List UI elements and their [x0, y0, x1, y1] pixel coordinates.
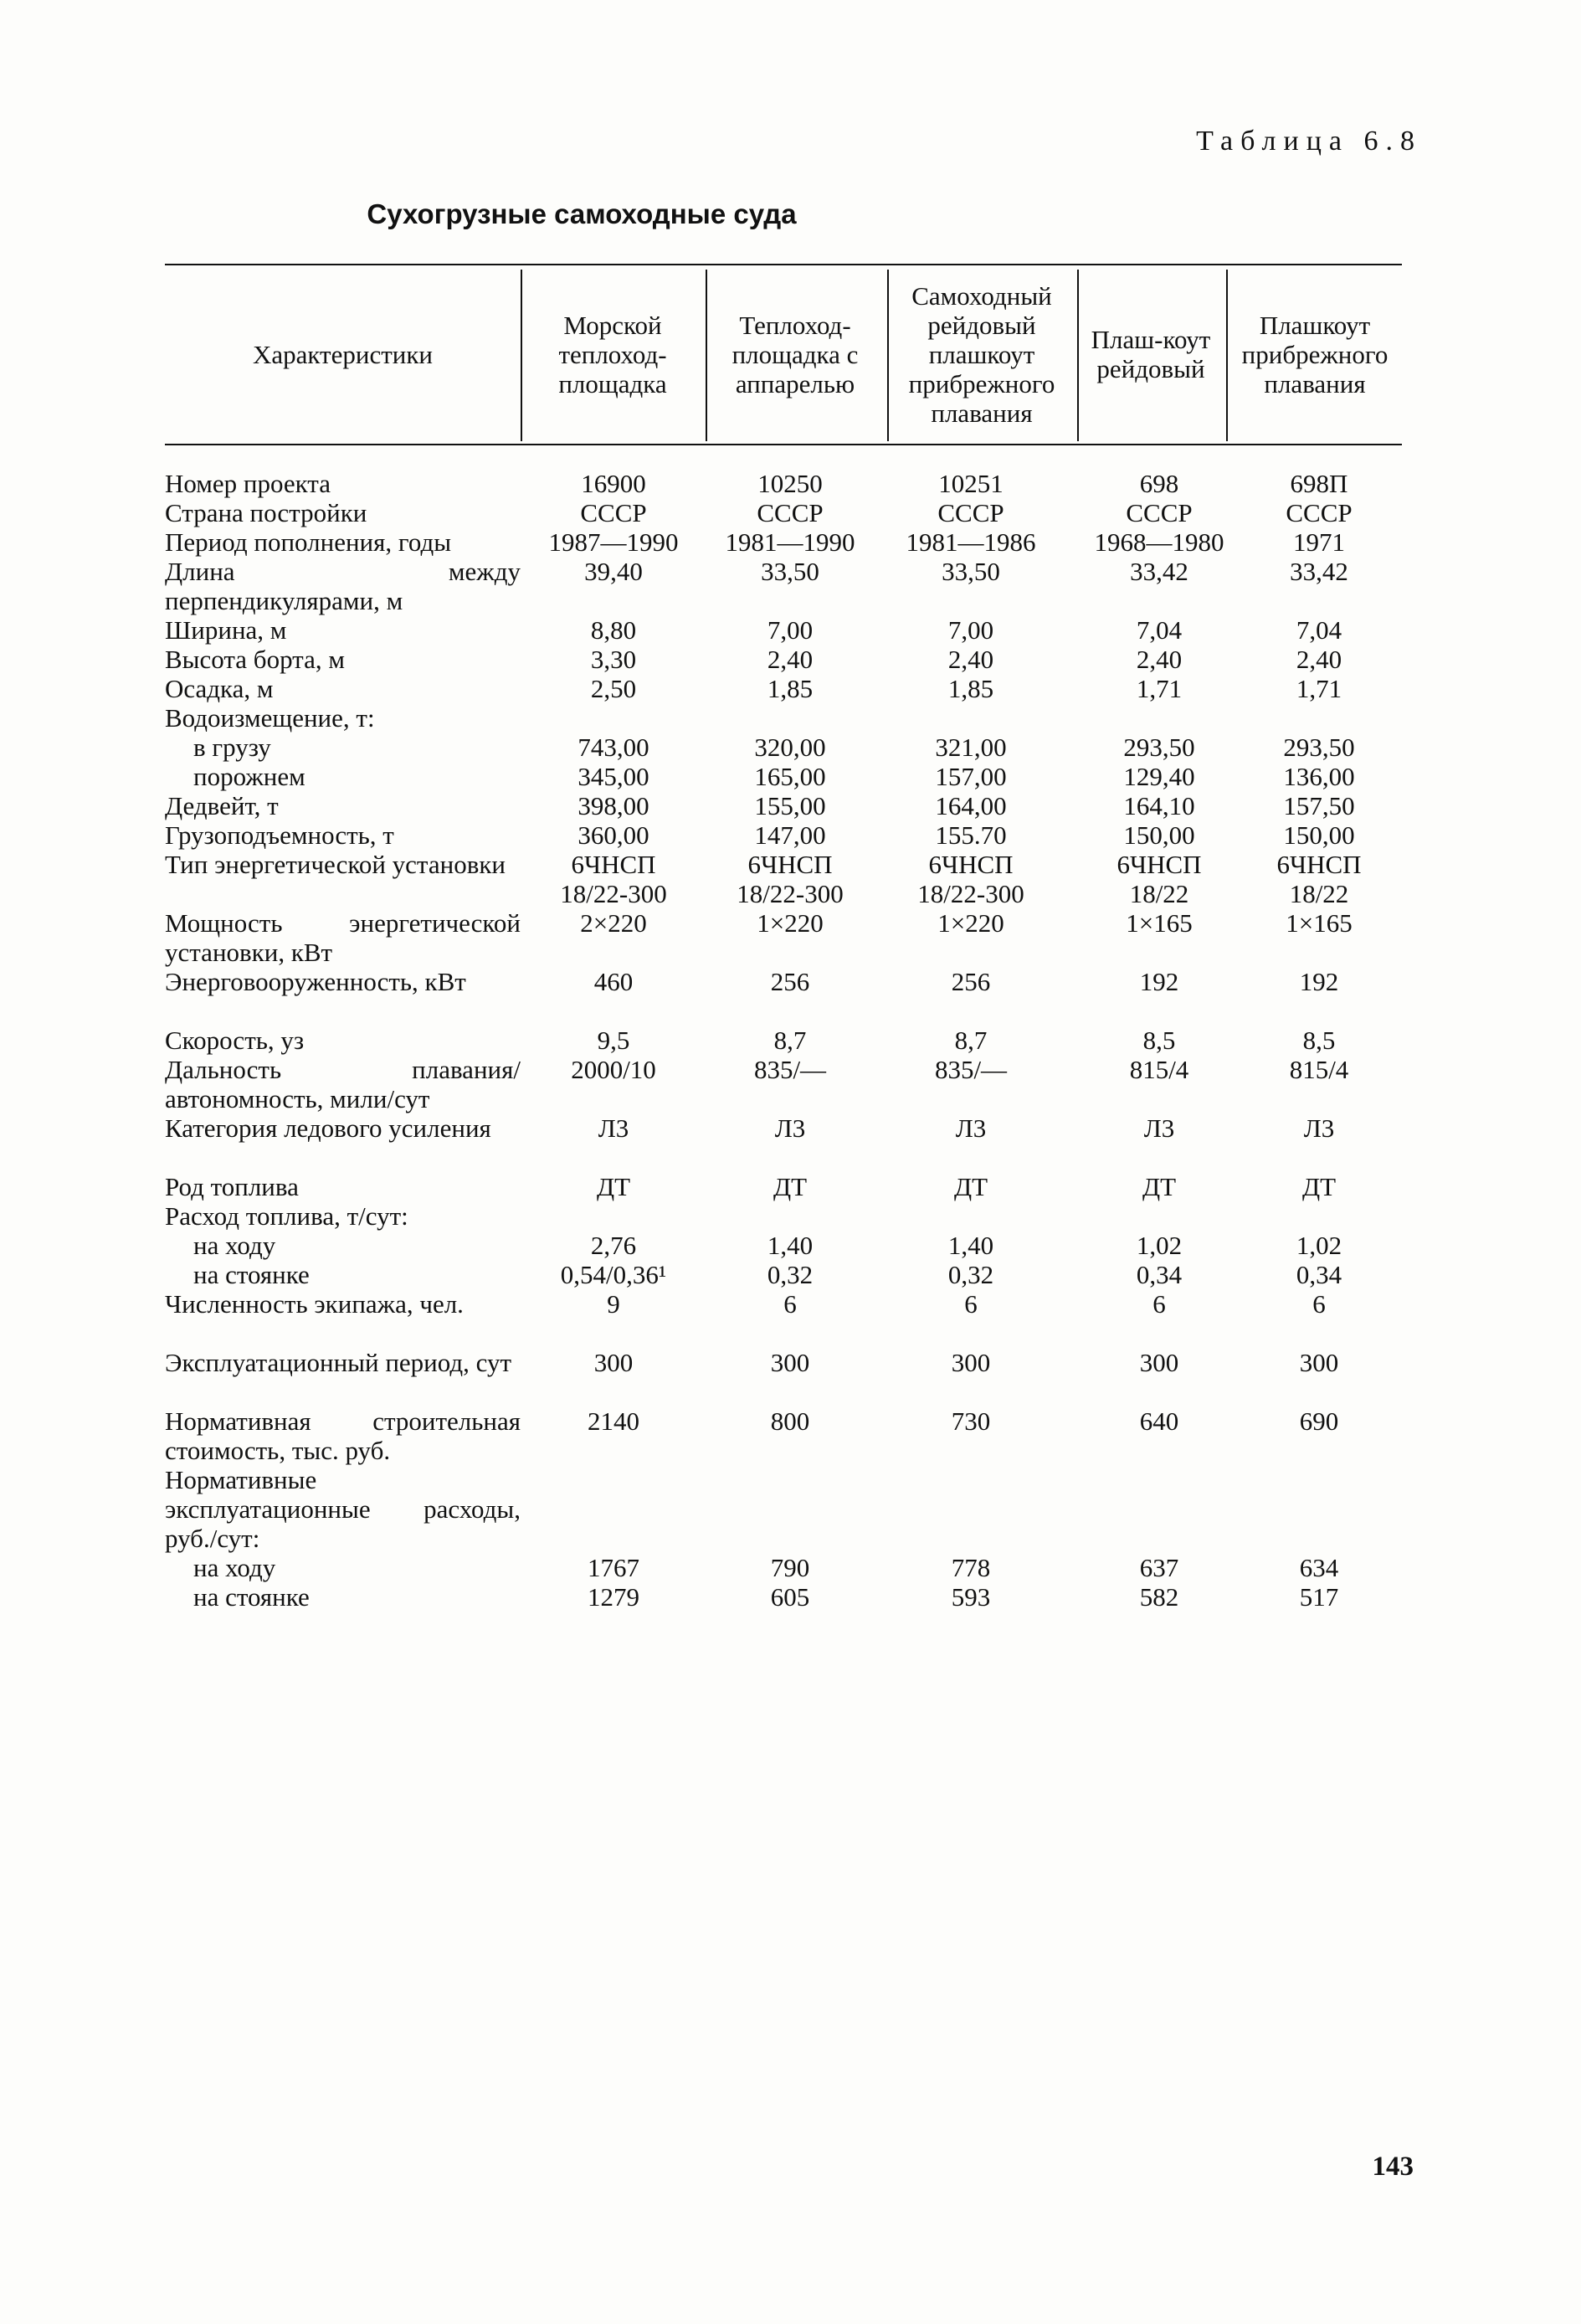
cell-value: 7,00	[767, 615, 814, 645]
cell-value: 2000/10	[571, 1055, 656, 1084]
cell-value: 743,00	[577, 733, 649, 762]
cell-value: ДТ	[1142, 1172, 1177, 1201]
row-label: Эксплуатационный период, сут	[165, 1348, 512, 1377]
table-row	[0, 967, 1581, 1026]
cell-value: ДТ	[596, 1172, 631, 1201]
row-label: в грузу	[193, 733, 271, 762]
cell-value: 398,00	[577, 791, 649, 820]
cell-value: 7,00	[947, 615, 994, 645]
header-coastal-barge: Плашкоут прибрежного плавания	[1241, 310, 1389, 398]
cell-value: 2140	[588, 1406, 639, 1436]
cell-value: 256	[770, 967, 810, 996]
table-row	[0, 908, 1581, 967]
cell-value: Л3	[598, 1113, 629, 1143]
header-sea-vessel: Морской теплоход-площадка	[558, 310, 667, 398]
cell-value: 6ЧНСП	[928, 850, 1014, 879]
cell-value: 155.70	[935, 820, 1007, 850]
table-row	[0, 498, 1581, 527]
cell-value: 33,42	[1290, 557, 1348, 586]
row-label: Род топлива	[165, 1172, 299, 1201]
table-row	[0, 1231, 1581, 1260]
cell-value: 6	[783, 1289, 797, 1319]
cell-value: 1,85	[947, 674, 994, 703]
table-row	[0, 557, 1581, 615]
cell-value: 165,00	[754, 762, 826, 791]
cell-value: 33,50	[942, 557, 1000, 586]
header-roadstead-barge: Плаш-коут рейдовый	[1091, 325, 1211, 383]
cell-value: СССР	[937, 498, 1004, 527]
table-row	[0, 850, 1581, 908]
table-row	[0, 674, 1581, 703]
cell-value: 192	[1139, 967, 1179, 996]
cell-value: 192	[1299, 967, 1339, 996]
cell-value: 1968—1980	[1094, 527, 1224, 557]
cell-value: 320,00	[754, 733, 826, 762]
cell-value: 6ЧНСП	[747, 850, 833, 879]
cell-value: Л3	[955, 1113, 987, 1143]
table-row	[0, 1201, 1581, 1231]
cell-value: 698П	[1290, 469, 1348, 498]
table-top-rule	[165, 264, 1402, 265]
row-label: Дедвейт, т	[165, 791, 279, 820]
row-label: Ширина, м	[165, 615, 287, 645]
cell-value: 7,04	[1296, 615, 1342, 645]
cell-value: 1×165	[1126, 908, 1193, 938]
cell-value: 582	[1139, 1582, 1179, 1612]
table-row	[0, 527, 1581, 557]
cell-value: 6ЧНСП	[571, 850, 656, 879]
cell-value: 18/22	[1289, 879, 1349, 908]
cell-value: 0,54/0,36¹	[560, 1260, 667, 1289]
cell-value: 345,00	[577, 762, 649, 791]
cell-value: 2,40	[1136, 645, 1183, 674]
cell-value: 1981—1990	[725, 527, 855, 557]
table-row	[0, 1172, 1581, 1201]
table-row	[0, 1055, 1581, 1113]
cell-value: 1279	[588, 1582, 639, 1612]
cell-value: 164,10	[1123, 791, 1195, 820]
cell-value: 18/22-300	[917, 879, 1024, 908]
row-label: Длина между перпендикулярами, м	[165, 557, 521, 615]
row-label: Нормативные эксплуатационные расходы, руб./сут:	[165, 1465, 521, 1553]
cell-value: 790	[770, 1553, 810, 1582]
cell-value: 147,00	[754, 820, 826, 850]
cell-value: 698	[1139, 469, 1179, 498]
cell-value: 2×220	[580, 908, 647, 938]
cell-value: 6ЧНСП	[1276, 850, 1362, 879]
cell-value: 1×220	[937, 908, 1004, 938]
cell-value: 256	[951, 967, 991, 996]
cell-value: Л3	[774, 1113, 806, 1143]
cell-value: 1971	[1293, 527, 1345, 557]
cell-value: 835/—	[753, 1055, 827, 1084]
table-row	[0, 1289, 1581, 1348]
cell-value: 730	[951, 1406, 991, 1436]
cell-value: 7,04	[1136, 615, 1183, 645]
cell-value: 1,02	[1296, 1231, 1342, 1260]
row-label: Водоизмещение, т:	[165, 703, 375, 733]
row-label: Категория ледового усиления	[165, 1113, 491, 1143]
cell-value: СССР	[1286, 498, 1353, 527]
cell-value: 2,50	[590, 674, 637, 703]
cell-value: 3,30	[590, 645, 637, 674]
cell-value: СССР	[757, 498, 824, 527]
cell-value: 10251	[938, 469, 1004, 498]
cell-value: 835/—	[934, 1055, 1008, 1084]
cell-value: 39,40	[584, 557, 643, 586]
row-label: Численность экипажа, чел.	[165, 1289, 464, 1319]
row-label: на стоянке	[193, 1260, 310, 1289]
cell-value: 9	[607, 1289, 620, 1319]
cell-value: 16900	[581, 469, 646, 498]
cell-value: 6	[1312, 1289, 1326, 1319]
cell-value: 18/22	[1129, 879, 1189, 908]
cell-value: ДТ	[953, 1172, 988, 1201]
table-row	[0, 1582, 1581, 1612]
cell-value: 1767	[588, 1553, 639, 1582]
table-row	[0, 469, 1581, 498]
cell-value: 164,00	[935, 791, 1007, 820]
cell-value: 1×220	[757, 908, 824, 938]
cell-value: 150,00	[1123, 820, 1195, 850]
row-label: Мощность энергетической установки, кВт	[165, 908, 521, 967]
cell-value: 1981—1986	[906, 527, 1036, 557]
cell-value: 0,34	[1296, 1260, 1342, 1289]
cell-value: 155,00	[754, 791, 826, 820]
row-label: на ходу	[193, 1231, 276, 1260]
table-row	[0, 1026, 1581, 1055]
table-row	[0, 1260, 1581, 1289]
cell-value: 1,71	[1296, 674, 1342, 703]
cell-value: 157,50	[1283, 791, 1355, 820]
table-header-rule	[165, 444, 1402, 445]
row-label: Страна постройки	[165, 498, 367, 527]
cell-value: 8,5	[1302, 1026, 1336, 1055]
cell-value: 321,00	[935, 733, 1007, 762]
table-body	[0, 469, 1581, 1612]
cell-value: 690	[1299, 1406, 1339, 1436]
cell-value: ДТ	[1301, 1172, 1337, 1201]
row-label: на стоянке	[193, 1582, 310, 1612]
cell-value: 2,40	[767, 645, 814, 674]
table-row	[0, 733, 1581, 762]
cell-value: 1,02	[1136, 1231, 1183, 1260]
cell-value: 8,7	[773, 1026, 807, 1055]
cell-value: 129,40	[1123, 762, 1195, 791]
cell-value: 1,85	[767, 674, 814, 703]
cell-value: 6ЧНСП	[1116, 850, 1202, 879]
cell-value: ДТ	[773, 1172, 808, 1201]
row-label: Дальность плавания/автономность, мили/сут	[165, 1055, 521, 1113]
table-row	[0, 615, 1581, 645]
cell-value: Л3	[1143, 1113, 1175, 1143]
cell-value: 300	[593, 1348, 634, 1377]
cell-value: 1,40	[767, 1231, 814, 1260]
cell-value: 605	[770, 1582, 810, 1612]
cell-value: 2,40	[1296, 645, 1342, 674]
table-row	[0, 703, 1581, 733]
cell-value: 150,00	[1283, 820, 1355, 850]
cell-value: 6	[1152, 1289, 1166, 1319]
table-row	[0, 1348, 1581, 1406]
cell-value: 9,5	[597, 1026, 630, 1055]
cell-value: 0,34	[1136, 1260, 1183, 1289]
cell-value: 1,71	[1136, 674, 1183, 703]
row-label: порожнем	[193, 762, 305, 791]
cell-value: 300	[1139, 1348, 1179, 1377]
table-row	[0, 791, 1581, 820]
row-label: Расход топлива, т/сут:	[165, 1201, 408, 1231]
cell-value: 293,50	[1283, 733, 1355, 762]
row-label: Энерговооруженность, кВт	[165, 967, 466, 996]
cell-value: 10250	[757, 469, 823, 498]
cell-value: 300	[770, 1348, 810, 1377]
cell-value: 8,80	[590, 615, 637, 645]
header-self-propelled-barge: Самоходный рейдовый плашкоут прибрежного плавания	[908, 280, 1055, 428]
table-row	[0, 762, 1581, 791]
cell-value: 360,00	[577, 820, 649, 850]
cell-value: Л3	[1303, 1113, 1335, 1143]
cell-value: 593	[951, 1582, 991, 1612]
cell-value: 18/22-300	[737, 879, 844, 908]
cell-value: СССР	[580, 498, 647, 527]
row-label: Период пополнения, годы	[165, 527, 452, 557]
cell-value: 2,76	[590, 1231, 637, 1260]
cell-value: 637	[1139, 1553, 1179, 1582]
cell-value: 157,00	[935, 762, 1007, 791]
cell-value: 778	[951, 1553, 991, 1582]
table-row	[0, 1553, 1581, 1582]
cell-value: 460	[593, 967, 634, 996]
cell-value: 8,5	[1142, 1026, 1176, 1055]
cell-value: 33,42	[1130, 557, 1188, 586]
cell-value: 293,50	[1123, 733, 1195, 762]
cell-value: 2,40	[947, 645, 994, 674]
row-label: Номер проекта	[165, 469, 331, 498]
header-characteristics: Характеристики	[252, 339, 433, 369]
cell-value: 0,32	[767, 1260, 814, 1289]
page-number: 143	[1372, 2152, 1414, 2182]
header-ramp-vessel: Теплоход-площадка с аппарелью	[731, 310, 859, 398]
table-row	[0, 820, 1581, 850]
cell-value: 1987—1990	[548, 527, 679, 557]
cell-value: 815/4	[1129, 1055, 1189, 1084]
row-label: Грузоподъемность, т	[165, 820, 394, 850]
cell-value: 634	[1299, 1553, 1339, 1582]
row-label: Нормативная строительная стоимость, тыс. руб.	[165, 1406, 521, 1465]
cell-value: СССР	[1126, 498, 1193, 527]
cell-value: 8,7	[954, 1026, 988, 1055]
row-label: Скорость, уз	[165, 1026, 305, 1055]
cell-value: 815/4	[1289, 1055, 1349, 1084]
row-label: Высота борта, м	[165, 645, 345, 674]
cell-value: 18/22-300	[560, 879, 667, 908]
cell-value: 1×165	[1286, 908, 1353, 938]
cell-value: 1,40	[947, 1231, 994, 1260]
cell-value: 33,50	[761, 557, 819, 586]
cell-value: 6	[964, 1289, 978, 1319]
table-row	[0, 1113, 1581, 1172]
cell-value: 517	[1299, 1582, 1339, 1612]
table-row	[0, 1465, 1581, 1553]
row-label: Тип энергетической установки	[165, 850, 506, 879]
cell-value: 300	[1299, 1348, 1339, 1377]
cell-value: 800	[770, 1406, 810, 1436]
table-title: Сухогрузные самоходные суда	[367, 198, 797, 229]
row-label: Осадка, м	[165, 674, 274, 703]
cell-value: 640	[1139, 1406, 1179, 1436]
table-row	[0, 645, 1581, 674]
cell-value: 136,00	[1283, 762, 1355, 791]
table-row	[0, 1406, 1581, 1465]
table-label: Таблица 6.8	[1196, 126, 1422, 157]
cell-value: 300	[951, 1348, 991, 1377]
cell-value: 0,32	[947, 1260, 994, 1289]
row-label: на ходу	[193, 1553, 276, 1582]
